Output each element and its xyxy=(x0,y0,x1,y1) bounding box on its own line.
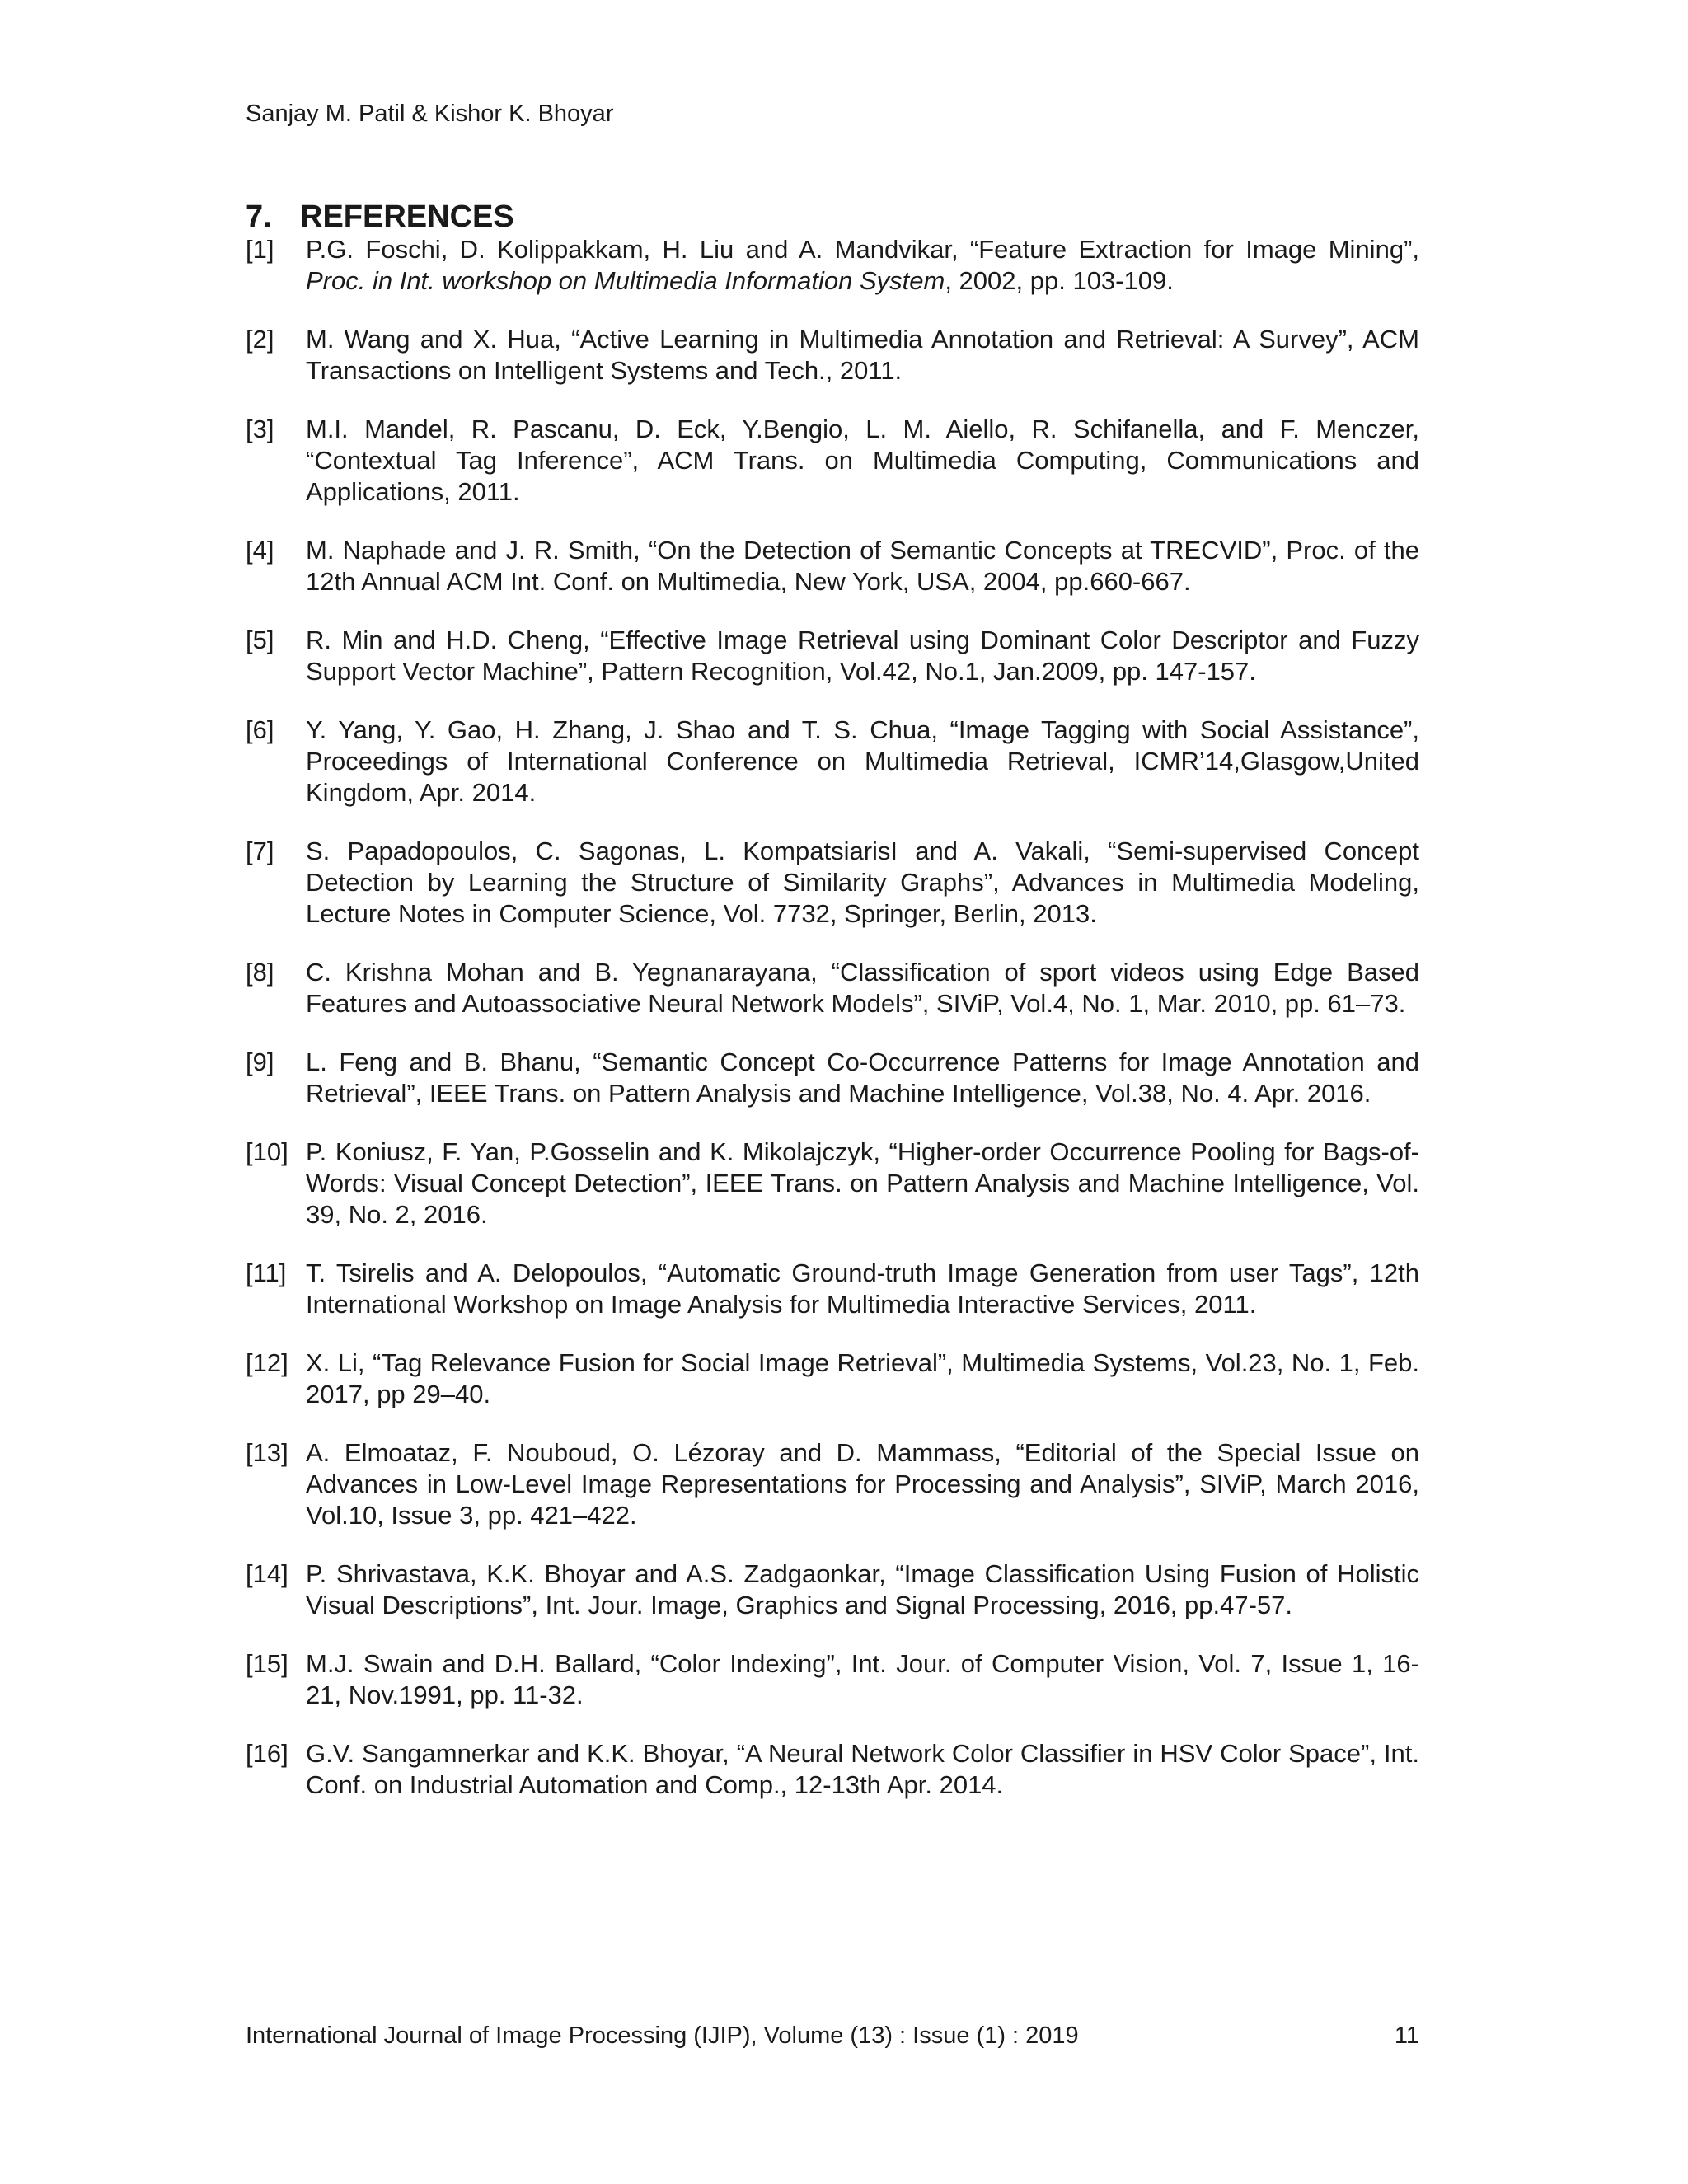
reference-number: [1] xyxy=(246,235,274,264)
reference-body: P. Koniusz, F. Yan, P.Gosselin and K. Mikolajczyk, “Higher-order Occurrence Pooling for Bags-of-Words: Visual Concept Detection”, IEEE Trans. on Pattern Analysis and Machine Intelligence, Vol. 39, No. 2, 2016. xyxy=(306,1137,1419,1229)
footer-journal: International Journal of Image Processing (IJIP), Volume (13) : Issue (1) : 2019 xyxy=(246,2022,1079,2049)
page-number: 11 xyxy=(1394,2022,1419,2049)
reference-text xyxy=(306,715,1419,808)
reference-entry xyxy=(246,1347,1419,1410)
reference-number: [14] xyxy=(246,1559,288,1588)
reference-text xyxy=(306,414,1419,508)
reference-body: G.V. Sangamnerkar and K.K. Bhoyar, “A Neural Network Color Classifier in HSV Color Space”, Int. Conf. on Industrial Automation and Comp., 12-13th Apr. 2014. xyxy=(306,1739,1419,1799)
reference-body: X. Li, “Tag Relevance Fusion for Social Image Retrieval”, Multimedia Systems, Vol.23, No. 1, Feb. 2017, pp 29–40. xyxy=(306,1348,1419,1408)
reference-number: [16] xyxy=(246,1739,288,1768)
reference-number: [6] xyxy=(246,715,274,744)
reference-text xyxy=(306,1648,1419,1711)
reference-body: C. Krishna Mohan and B. Yegnanarayana, “Classification of sport videos using Edge Based Features and Autoassociative Neural Network Models”, SIViP, Vol.4, No. 1, Mar. 2010, pp. 61–73. xyxy=(306,958,1419,1018)
reference-entry xyxy=(246,625,1419,687)
reference-body: M. Wang and X. Hua, “Active Learning in Multimedia Annotation and Retrieval: A Survey”, ACM Transactions on Intelligent Systems and Tech., 2011. xyxy=(306,325,1419,385)
reference-text xyxy=(306,1738,1419,1801)
reference-text xyxy=(306,1347,1419,1410)
reference-body: P.G. Foschi, D. Kolippakkam, H. Liu and A. Mandvikar, “Feature Extraction for Image Mining”, xyxy=(306,235,1419,264)
reference-body: T. Tsirelis and A. Delopoulos, “Automatic Ground-truth Image Generation from user Tags”, 12th International Workshop on Image Analysis for Multimedia Interactive Services, 2011. xyxy=(306,1258,1419,1319)
reference-entry xyxy=(246,324,1419,387)
reference-body: P. Shrivastava, K.K. Bhoyar and A.S. Zadgaonkar, “Image Classification Using Fusion of Holistic Visual Descriptions”, Int. Jour. Image, Graphics and Signal Processing, 2016, pp.47-57. xyxy=(306,1559,1419,1619)
reference-number: [5] xyxy=(246,626,274,654)
reference-text xyxy=(306,957,1419,1019)
reference-text xyxy=(306,1047,1419,1109)
reference-text xyxy=(306,535,1419,598)
reference-number: [15] xyxy=(246,1649,288,1678)
reference-list xyxy=(246,234,1419,1828)
section-number: 7. xyxy=(246,199,272,234)
reference-text xyxy=(306,625,1419,687)
reference-number: [7] xyxy=(246,837,274,865)
reference-body: R. Min and H.D. Cheng, “Effective Image Retrieval using Dominant Color Descriptor and Fuzzy Support Vector Machine”, Pattern Recognition, Vol.42, No.1, Jan.2009, pp. 147-157. xyxy=(306,626,1419,686)
reference-entry xyxy=(246,1738,1419,1801)
reference-body: L. Feng and B. Bhanu, “Semantic Concept Co-Occurrence Patterns for Image Annotation and Retrieval”, IEEE Trans. on Pattern Analysis and Machine Intelligence, Vol.38, No. 4. Apr. 2016. xyxy=(306,1047,1419,1108)
section-title: REFERENCES xyxy=(300,199,514,234)
page-footer xyxy=(246,2021,1419,2050)
reference-number: [11] xyxy=(246,1258,287,1287)
reference-number: [8] xyxy=(246,958,274,987)
reference-body: Y. Yang, Y. Gao, H. Zhang, J. Shao and T. S. Chua, “Image Tagging with Social Assistance”, Proceedings of International Conference on Multimedia Retrieval, ICMR’14,Glasgow,United Kingdom, Apr. 2014. xyxy=(306,715,1419,807)
reference-number: [4] xyxy=(246,536,274,565)
reference-text xyxy=(306,1437,1419,1531)
section-heading xyxy=(246,198,514,236)
reference-entry xyxy=(246,1137,1419,1230)
reference-body: M. Naphade and J. R. Smith, “On the Detection of Semantic Concepts at TRECVID”, Proc. of the 12th Annual ACM Int. Conf. on Multimedia, New York, USA, 2004, pp.660-667. xyxy=(306,536,1419,596)
reference-entry xyxy=(246,535,1419,598)
reference-body: S. Papadopoulos, C. Sagonas, L. KompatsiarisI and A. Vakali, “Semi-supervised Concept Detection by Learning the Structure of Similarity Graphs”, Advances in Multimedia Modeling, Lecture Notes in Computer Science, Vol. 7732, Springer, Berlin, 2013. xyxy=(306,837,1419,928)
reference-text xyxy=(306,1258,1419,1320)
reference-entry xyxy=(246,1258,1419,1320)
reference-body: A. Elmoataz, F. Nouboud, O. Lézoray and D. Mammass, “Editorial of the Special Issue on Advances in Low-Level Image Representations for Processing and Analysis”, SIViP, March 2016, Vol.10, Issue 3, pp. 421–422. xyxy=(306,1438,1419,1530)
reference-tail: , 2002, pp. 103-109. xyxy=(945,266,1174,295)
reference-entry xyxy=(246,1648,1419,1711)
reference-entry xyxy=(246,957,1419,1019)
reference-number: [2] xyxy=(246,325,274,354)
reference-body: M.J. Swain and D.H. Ballard, “Color Indexing”, Int. Jour. of Computer Vision, Vol. 7, Issue 1, 16- 21, Nov.1991, pp. 11-32. xyxy=(306,1649,1419,1709)
reference-text xyxy=(306,836,1419,930)
reference-entry xyxy=(246,414,1419,508)
reference-number: [3] xyxy=(246,415,274,443)
reference-number: [9] xyxy=(246,1047,274,1076)
reference-entry xyxy=(246,234,1419,297)
reference-entry xyxy=(246,1437,1419,1531)
reference-text xyxy=(306,1558,1419,1621)
reference-entry xyxy=(246,1558,1419,1621)
reference-text xyxy=(306,234,1419,297)
reference-number: [10] xyxy=(246,1137,288,1166)
reference-body: M.I. Mandel, R. Pascanu, D. Eck, Y.Bengio, L. M. Aiello, R. Schifanella, and F. Menczer, “Contextual Tag Inference”, ACM Trans. on Multimedia Computing, Communications and Applications, 2011. xyxy=(306,415,1419,506)
reference-entry xyxy=(246,715,1419,808)
reference-text xyxy=(306,324,1419,387)
reference-entry xyxy=(246,836,1419,930)
reference-number: [13] xyxy=(246,1438,288,1467)
reference-venue-italic: Proc. in Int. workshop on Multimedia Information System xyxy=(306,266,945,295)
running-head-authors: Sanjay M. Patil & Kishor K. Bhoyar xyxy=(246,101,614,127)
reference-entry xyxy=(246,1047,1419,1109)
reference-text xyxy=(306,1137,1419,1230)
reference-number: [12] xyxy=(246,1348,288,1377)
